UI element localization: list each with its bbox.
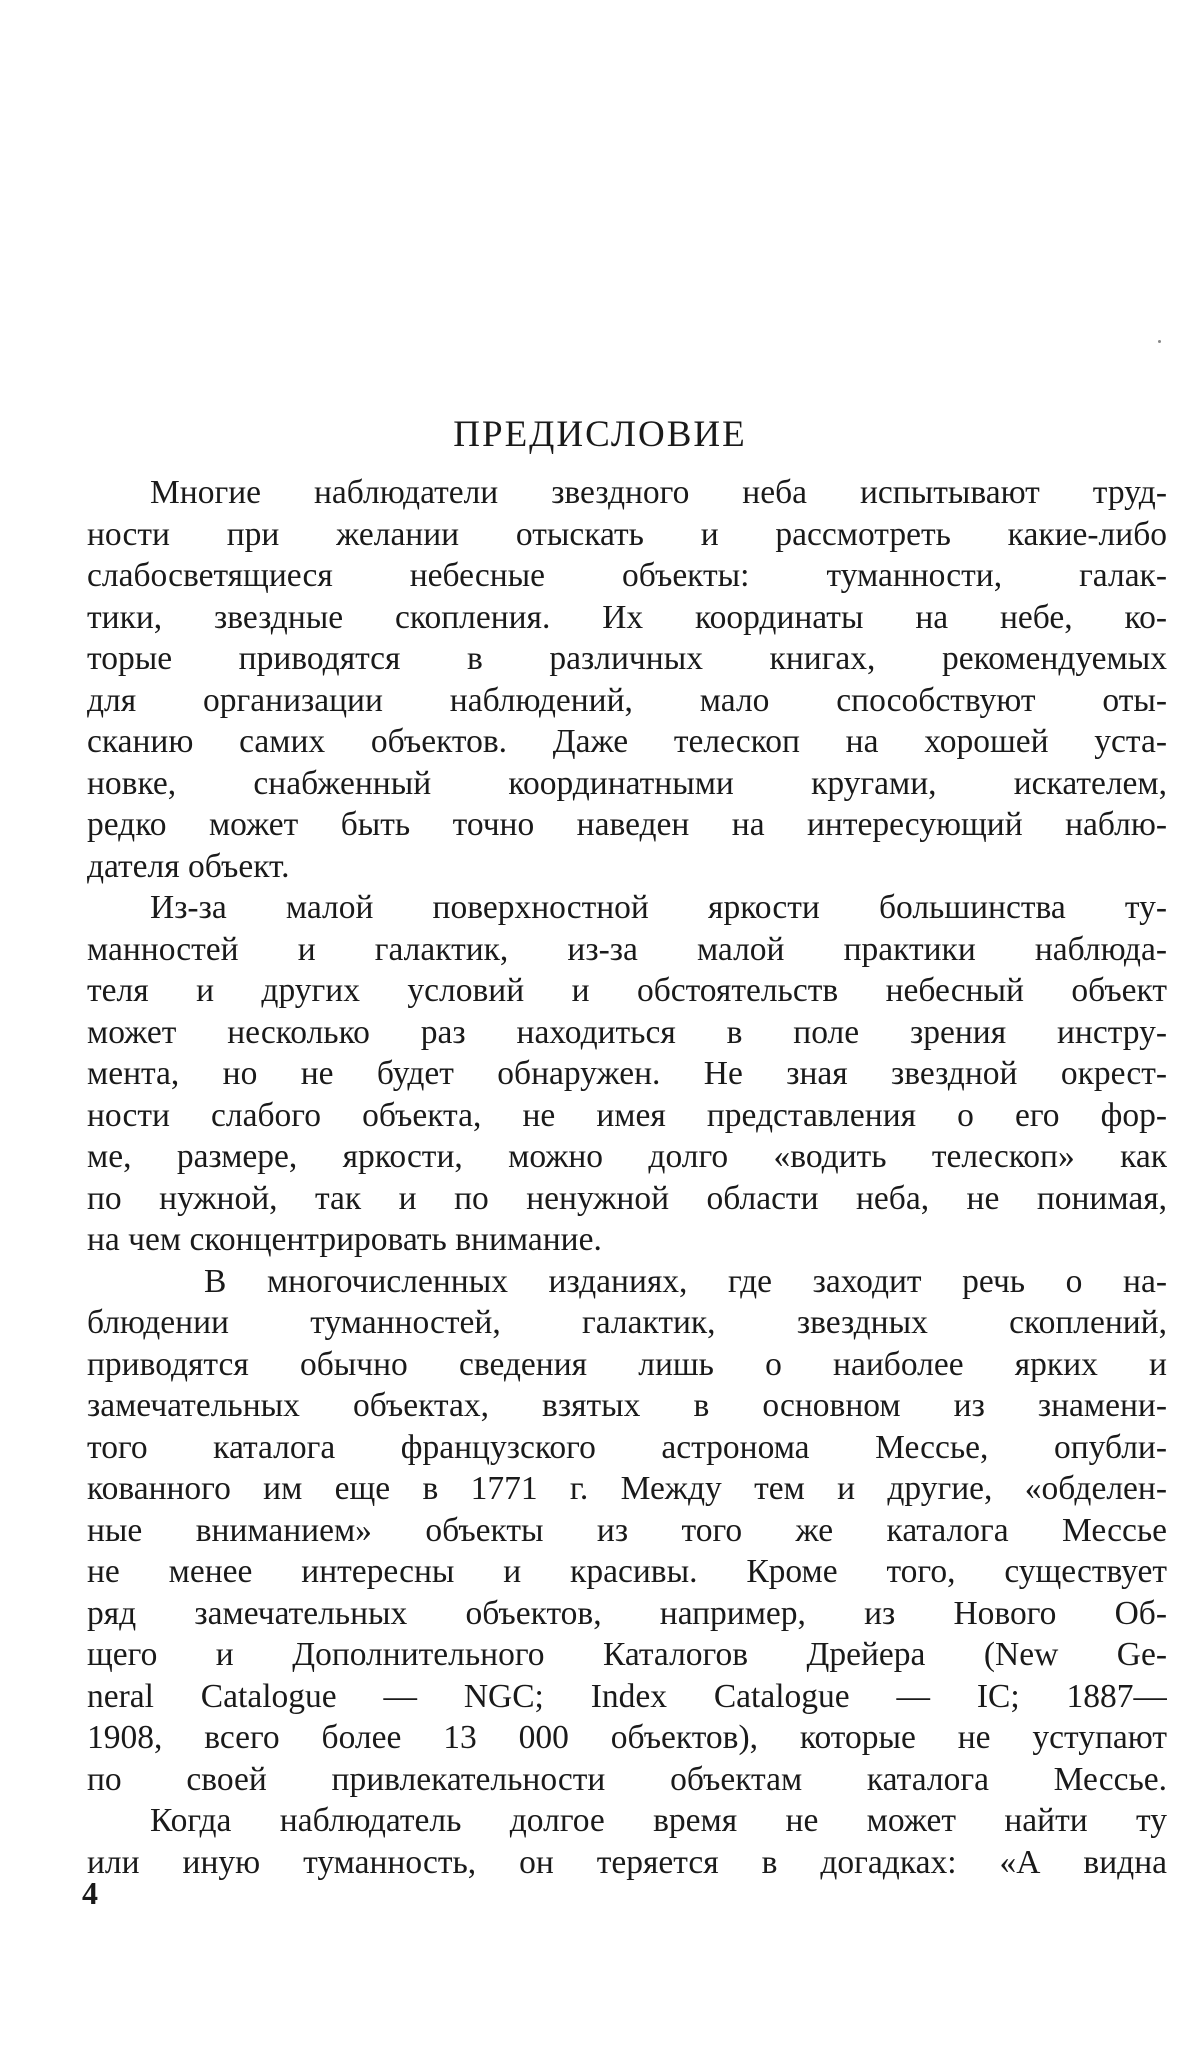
text-line: Многие наблюдатели звездного неба испытывают труд- <box>150 474 1167 511</box>
text-line: блюдении туманностей, галактик, звездных скоплений, <box>87 1304 1167 1341</box>
text-line: замечательных объектах, взятых в основном из знамени- <box>87 1387 1167 1424</box>
text-line: манностей и галактик, из-за малой практики наблюда- <box>87 930 1167 968</box>
text-line: 1908, всего более 13 000 объектов), которые не уступают <box>87 1719 1167 1756</box>
preface-text <box>87 472 1167 1883</box>
text-line: для организации наблюдений, мало способствуют оты- <box>87 681 1167 719</box>
text-line: слабосветящиеся небесные объекты: туманности, галак- <box>87 557 1167 594</box>
text-line: кованного им еще в 1771 г. Между тем и другие, «обделен- <box>87 1470 1167 1507</box>
text-line: neral Catalogue — NGC; Index Catalogue — IC; 1887— <box>87 1677 1167 1715</box>
text-line: мента, но не будет обнаружен. Не зная звездной окрест- <box>87 1055 1167 1092</box>
text-line: теля и других условий и обстоятельств небесный объект <box>87 972 1167 1009</box>
text-line: ме, размере, яркости, можно долго «водить телескоп» как <box>87 1138 1167 1175</box>
text-line: В многочисленных изданиях, где заходит речь о на- <box>204 1262 1167 1300</box>
text-line: может несколько раз находиться в поле зрения инстру- <box>87 1013 1167 1051</box>
text-line: редко может быть точно наведен на интересующий наблю- <box>87 806 1167 843</box>
text-line: щего и Дополнительного Каталогов Дрейера (New Ge- <box>87 1636 1167 1673</box>
text-line: новке, снабженный координатными кругами, искателем, <box>87 764 1167 802</box>
text-line: по нужной, так и по ненужной области неба, не понимая, <box>87 1179 1167 1217</box>
text-line: ности при желании отыскать и рассмотреть какие-либо <box>87 515 1167 553</box>
text-line: Когда наблюдатель долгое время не может найти ту <box>150 1802 1167 1839</box>
text-line: дателя объект. <box>87 847 290 885</box>
text-line: Из-за малой поверхностной яркости большинства ту- <box>150 889 1167 926</box>
text-line: или иную туманность, он теряется в догадках: «А видна <box>87 1843 1167 1881</box>
text-line: тики, звездные скопления. Их координаты на небе, ко- <box>87 598 1167 636</box>
text-line: ные вниманием» объекты из того же каталога Мессье <box>87 1511 1167 1549</box>
text-line: приводятся обычно сведения лишь о наиболее ярких и <box>87 1345 1167 1383</box>
text-line: на чем сконцентрировать внимание. <box>87 1221 602 1258</box>
page-number: 4 <box>82 1875 98 1911</box>
text-line: по своей привлекательности объектам каталога Мессье. <box>87 1760 1167 1798</box>
text-line: того каталога французского астронома Мессье, опубли- <box>87 1428 1167 1466</box>
text-line: не менее интересны и красивы. Кроме того, существует <box>87 1553 1167 1590</box>
text-line: ряд замечательных объектов, например, из Нового Об- <box>87 1594 1167 1632</box>
text-line: сканию самих объектов. Даже телескоп на хорошей уста- <box>87 723 1167 760</box>
text-line: торые приводятся в различных книгах, рекомендуемых <box>87 640 1167 677</box>
scan-speck <box>1158 340 1161 343</box>
page-title: ПРЕДИСЛОВИЕ <box>453 413 747 455</box>
text-line: ности слабого объекта, не имея представления о его фор- <box>87 1096 1167 1134</box>
